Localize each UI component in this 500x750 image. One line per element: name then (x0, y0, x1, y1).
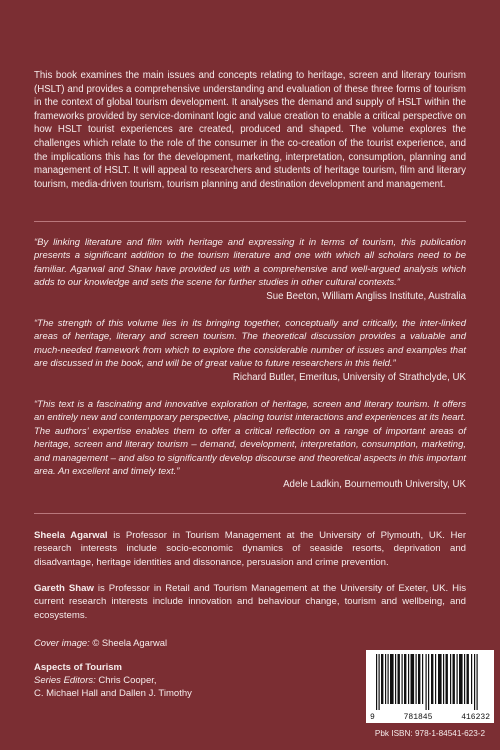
author-bio-agarwal (34, 529, 466, 569)
barcode-group-1: 781845 (403, 713, 433, 722)
endorsement-source: Richard Butler, Emeritus, University of Strathclyde, UK (232, 371, 466, 383)
series-title: Aspects of Tourism (34, 662, 122, 673)
divider-bottom (34, 513, 466, 514)
author-name: Sheela Agarwal (34, 530, 108, 541)
series-editors-names: Chris Cooper, (95, 675, 157, 686)
cover-image-credit (34, 637, 167, 648)
isbn: Pbk ISBN: 978-1-84541-623-2 (374, 729, 486, 738)
endorsement-source: Adele Ladkin, Bournemouth University, UK (283, 479, 466, 491)
author-bio-text: is Professor in Retail and Tourism Management at the University of Exeter, UK. His current research interests include innovation and behaviour change, tourism and wellbeing, and ecosystems. (34, 583, 466, 621)
endorsement-text: “This text is a fascinating and innovative exploration of heritage, screen and literary tourism. It offers an entirely new and contemporary perspective, placing tourist interactions and experiences at its heart. The authors’ expertise enables them to offer a critical reflection on a range of important areas of heritage, screen and literary tourism – demand, development, interpretation, consumption, marketing, and management – and also to significantly develop discourse and theoretical aspects in this important area. An excellent and timely text.” (34, 399, 466, 478)
barcode-group-2: 416232 (461, 713, 490, 722)
endorsement-3 (34, 398, 466, 492)
barcode-digits (366, 713, 494, 722)
barcode-lead-digit: 9 (370, 713, 375, 722)
endorsement-text: “The strength of this volume lies in its bringing together, conceptually and critically, the inter-linked areas of heritage, literary and screen tourism. The theoretical discussion provides a valuable and much-needed framework from which to explore the considerable number of issues and examples that are discussed in the book, and will be of great value to future researchers in this field.” (34, 318, 466, 370)
series-info (34, 661, 192, 700)
endorsement-source: Sue Beeton, William Angliss Institute, Australia (266, 290, 466, 302)
cover-credit-value: © Sheela Agarwal (89, 637, 168, 648)
endorsement-1 (34, 236, 466, 303)
endorsement-2 (34, 317, 466, 384)
back-cover (34, 0, 466, 750)
series-editors-label: Series Editors: (34, 675, 96, 686)
barcode-bars (366, 650, 494, 712)
author-name: Gareth Shaw (34, 583, 94, 594)
series-editors-line-1 (34, 674, 192, 687)
author-bio-shaw (34, 582, 466, 622)
endorsement-text: “By linking literature and film with heritage and expressing it in terms of tourism, this publication presents a significant addition to the tourism literature and one with which all scholars need to be familiar. Agarwal and Shaw have provided us with a comprehensive and well-argued analysis which adds to our knowledge and sets the scene for further studies in other cultural contexts.” (34, 237, 466, 289)
barcode (366, 650, 494, 723)
cover-credit-label: Cover image: (34, 637, 90, 648)
book-description: This book examines the main issues and concepts relating to heritage, screen and literary tourism (HSLT) and provides a comprehensive understanding and evaluation of these three forms of tourism in the context of global tourism development. It analyses the demand and supply of HSLT within the frameworks provided by service-dominant logic and value creation to enable a critical perspective on how HSLT tourist experiences are created, produced and shaped. The volume explores the challenges which relate to the role of the consumer in the co-creation of the tourist experience, and the implications this has for the development, marketing, interpretation, consumption, planning and management of HSLT. It will appeal to researchers and students of heritage tourism, film and literary tourism, media-driven tourism, tourism planning and destination development and management. (34, 70, 466, 190)
series-editors-line-2: C. Michael Hall and Dallen J. Timothy (34, 688, 192, 699)
divider-top (34, 221, 466, 222)
author-bio-text: is Professor in Tourism Management at the University of Plymouth, UK. Her research interests include socio-economic dynamics of seaside resorts, deprivation and disadvantage, heritage identities and dissonance, persuasion and crime prevention. (34, 530, 467, 568)
